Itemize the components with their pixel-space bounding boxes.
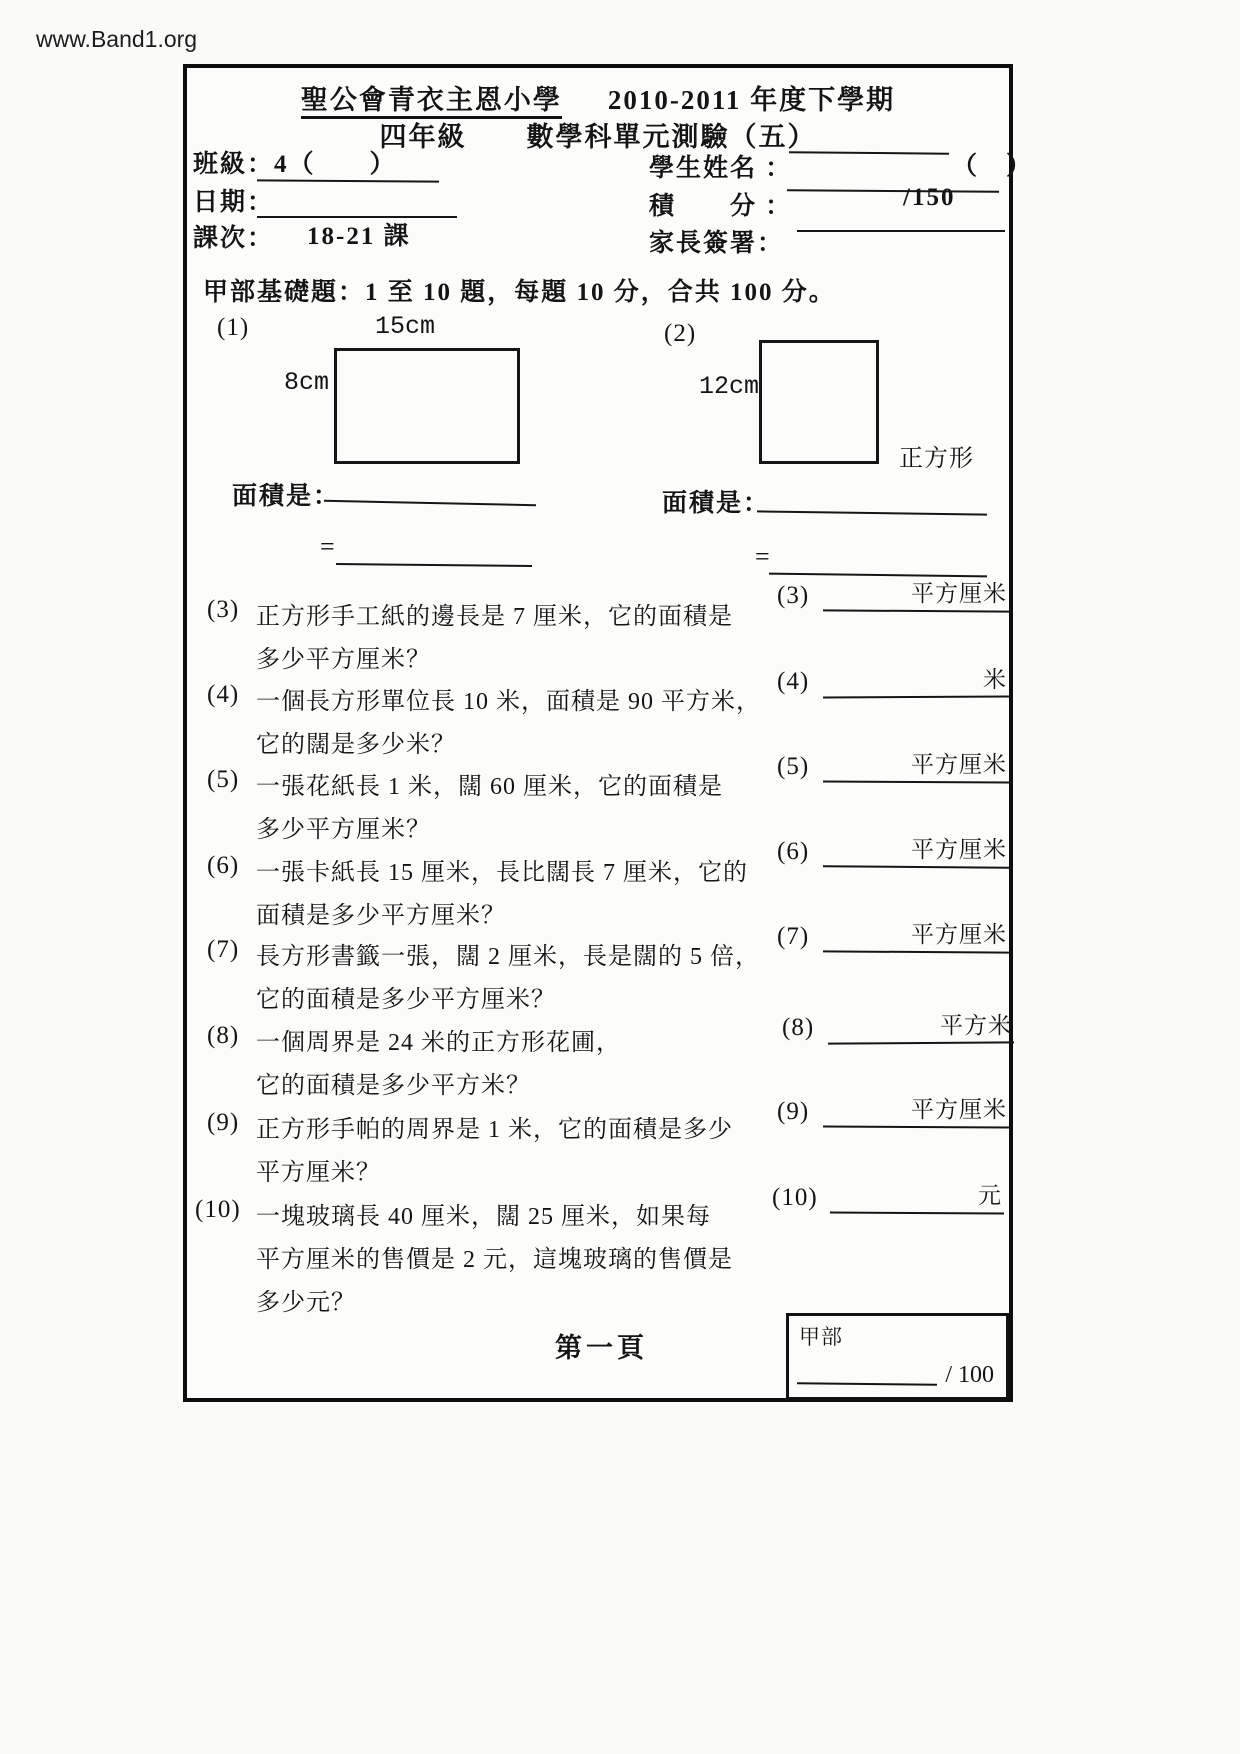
answer-unit-q8: 平方米 [940,1013,1012,1038]
answer-unit-q3: 平方厘米 [911,581,1007,606]
watermark-url: www.Band1.org [36,26,198,52]
answer-blank-q3 [777,574,1009,612]
class-field: 班級：4（ ） [193,151,397,178]
q2-area-blank-line [757,510,987,515]
student-name-label: 學生姓名 ： [649,155,793,182]
question-3-line1: 正方形手工紙的邊長是 7 厘米，它的面積是 [256,604,733,630]
answer-unit-q10: 元 [978,1183,1002,1208]
question-4-number: (4) [207,681,240,708]
parent-sign-blank-line [797,230,1005,232]
answer-number-q10: (10) [772,1184,818,1211]
date-blank-line [257,179,439,182]
page-number: 第一頁 [555,1333,648,1363]
answer-line-q6 [823,865,1009,869]
score-blank-line [787,189,999,192]
question-1-number: (1) [217,314,250,341]
student-name-suffix: （ ） [952,153,1034,180]
question-10-number: (10) [195,1196,241,1223]
answer-unit-q5: 平方厘米 [911,752,1007,777]
q1-area-label: 面積是： [232,483,341,510]
question-9-line1: 正方形手帕的周界是 1 米，它的面積是多少 [256,1117,733,1143]
answer-line-q8 [828,1041,1014,1044]
answer-number-q8: (8) [782,1014,815,1041]
answer-blank-q10 [772,1176,1004,1214]
answer-line-q4 [823,696,1009,699]
answer-blank-q4 [777,660,1009,698]
answer-line-q3 [823,609,1009,612]
q2-shape-label: 正方形 [899,446,974,472]
question-4-line2: 它的闊是多少米？ [256,732,456,758]
answer-number-q4: (4) [777,668,810,695]
year-term: 2010-2011 年度下學期 [607,85,896,115]
answer-line-q7 [823,950,1009,953]
score-box-value: / 100 [945,1362,994,1388]
question-8-line1: 一個周界是 24 米的正方形花圃， [256,1030,621,1056]
lesson-value: 18-21 課 [307,223,411,250]
q1-height-label: 8cm [284,368,330,397]
q1-equals-sign: = [320,532,335,561]
score-label: 積 分 ： [649,193,793,220]
exam-title: 數學科單元測驗（五） [526,122,817,152]
question-6-line2: 面積是多少平方厘米？ [256,903,506,929]
answer-blank-q6 [777,830,1009,868]
school-name: 聖公會青衣主恩小學 [301,85,562,119]
paper-title-row1 [187,78,1009,117]
score-max: /150 [903,184,956,211]
grade-label: 四年級 [379,122,467,152]
answer-blank-q7 [777,915,1009,953]
answer-blank-q8 [782,1006,1014,1044]
q1-rectangle [334,348,520,464]
question-5-line1: 一張花紙長 1 米，闊 60 厘米，它的面積是 [256,774,723,800]
answer-number-q9: (9) [777,1098,810,1125]
score-box-title: 甲部 [799,1325,843,1349]
lesson-label: 課次： [193,225,275,252]
question-6-number: (6) [207,852,240,879]
answer-line-q10 [830,1212,1004,1215]
question-3-number: (3) [207,596,240,623]
lesson-blank-line [257,216,457,218]
answer-number-q7: (7) [777,923,810,950]
answer-line-q9 [823,1126,1009,1129]
question-9-number: (9) [207,1109,240,1136]
answer-blank-q9 [777,1090,1009,1128]
answer-line-q5 [823,781,1009,784]
q1-width-label: 15cm [375,312,436,341]
question-8-number: (8) [207,1022,240,1049]
question-10-line2: 平方厘米的售價是 2 元，這塊玻璃的售價是 [256,1247,733,1273]
question-3-line2: 多少平方厘米？ [256,647,431,673]
date-label: 日期： [193,189,275,216]
parent-sign-label: 家長簽署： [649,230,785,257]
answer-blank-q5 [777,745,1009,783]
answer-unit-q7: 平方厘米 [911,922,1007,947]
question-7-line2: 它的面積是多少平方厘米？ [256,987,556,1013]
q1-area-blank-line [324,500,536,506]
question-7-number: (7) [207,936,240,963]
answer-number-q5: (5) [777,753,810,780]
answer-number-q6: (6) [777,838,810,865]
section-a-instructions: 甲部基礎題：1 至 10 題，每題 10 分，合共 100 分。 [203,279,836,306]
q2-equals-sign: = [755,542,770,571]
q2-side-label: 12cm [699,372,760,401]
question-10-line3: 多少元？ [256,1290,356,1316]
question-6-line1: 一張卡紙長 15 厘米，長比闊長 7 厘米，它的 [256,860,748,886]
q2-area-label: 面積是： [662,490,771,517]
answer-unit-q4: 米 [983,667,1007,692]
student-name-blank-line [789,151,949,154]
question-5-number: (5) [207,766,240,793]
answer-unit-q6: 平方厘米 [911,837,1007,862]
question-9-line2: 平方厘米？ [256,1160,381,1186]
answer-unit-q9: 平方厘米 [911,1097,1007,1122]
q1-equals-blank-line [336,563,532,567]
question-2-number: (2) [664,320,697,347]
question-10-line1: 一塊玻璃長 40 厘米，闊 25 厘米，如果每 [256,1204,711,1230]
question-5-line2: 多少平方厘米？ [256,817,431,843]
section-a-score-box [786,1313,1009,1400]
q2-square [759,340,879,464]
question-8-line2: 它的面積是多少平方米？ [256,1073,531,1099]
paper-border [183,64,1034,1402]
question-4-line1: 一個長方形單位長 10 米，面積是 90 平方米， [256,689,761,715]
score-box-blank-line [797,1382,937,1385]
answer-number-q3: (3) [777,582,810,609]
question-7-line1: 長方形書籤一張，闊 2 厘米，長是闊的 5 倍， [256,944,760,970]
